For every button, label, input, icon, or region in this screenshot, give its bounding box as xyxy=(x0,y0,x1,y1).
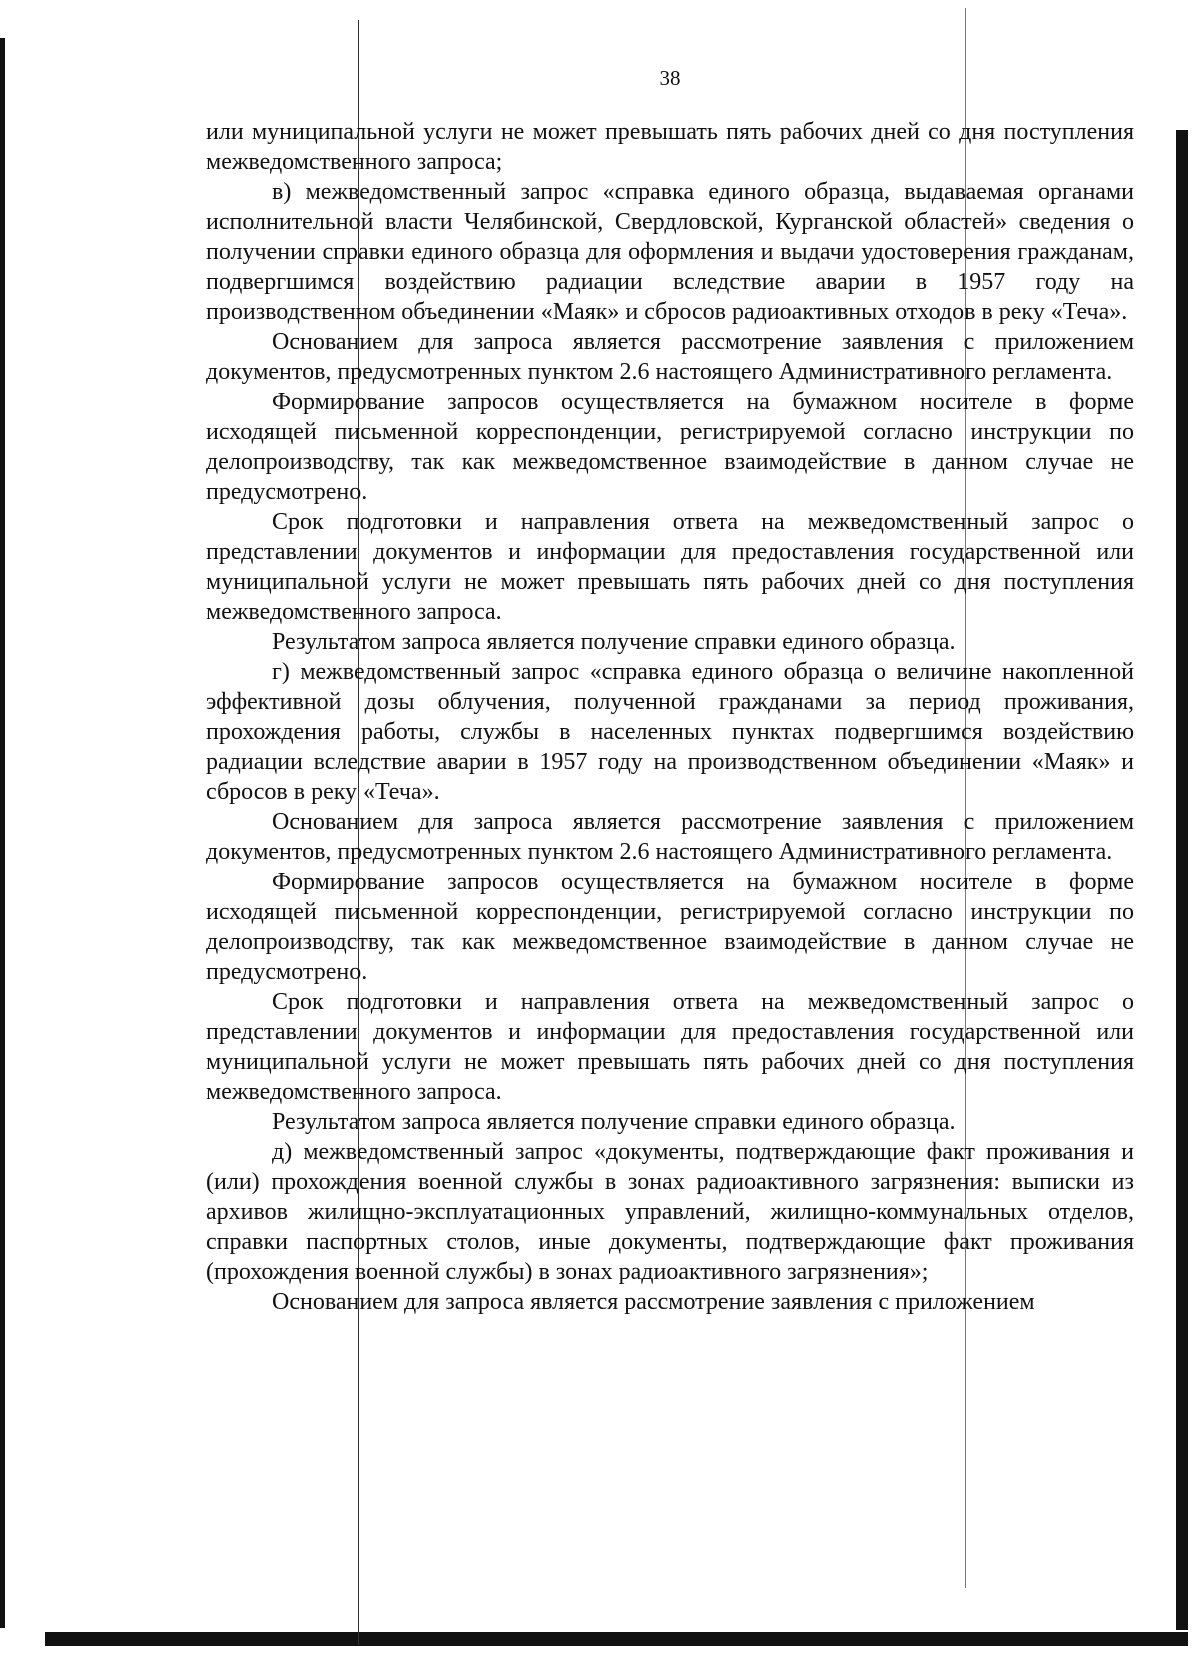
paragraph: Основанием для запроса является рассмотрение заявления с приложением документов, предусмотренных пунктом 2.6 настоящего Административного регламента. xyxy=(206,329,1134,385)
paragraph: Основанием для запроса является рассмотрение заявления с приложением xyxy=(272,1289,1035,1315)
paragraph: Срок подготовки и направления ответа на межведомственный запрос о представлении документов и информации для предоставления государственной или муниципальной услуги не может превышать пять рабочих дней со дня поступления межведомственного запроса. xyxy=(206,989,1134,1105)
paragraph: в) межведомственный запрос «справка единого образца, выдаваемая органами исполнительной власти Челябинской, Свердловской, Курганской областей» сведения о получении справки единого образца для оформления и выдачи удостоверения гражданам, подвергшимся воздействию радиации вследствие аварии в 1957 году на производственном объединении «Маяк» и сбросов радиоактивных отходов в реку «Теча». xyxy=(206,179,1134,325)
paragraph: или муниципальной услуги не может превышать пять рабочих дней со дня поступления межведомственного запроса; xyxy=(206,119,1134,175)
paragraph: Формирование запросов осуществляется на бумажном носителе в форме исходящей письменной корреспонденции, регистрируемой согласно инструкции по делопроизводству, так как межведомственное взаимодействие в данном случае не предусмотрено. xyxy=(206,869,1134,985)
scan-bottom-edge xyxy=(45,1632,1188,1646)
paragraph: Результатом запроса является получение справки единого образца. xyxy=(272,1109,956,1135)
paragraph: Основанием для запроса является рассмотрение заявления с приложением документов, предусмотренных пунктом 2.6 настоящего Административного регламента. xyxy=(206,809,1134,865)
paragraph: Формирование запросов осуществляется на бумажном носителе в форме исходящей письменной корреспонденции, регистрируемой согласно инструкции по делопроизводству, так как межведомственное взаимодействие в данном случае не предусмотрено. xyxy=(206,389,1134,505)
paragraph: Результатом запроса является получение справки единого образца. xyxy=(272,629,956,655)
paragraph: г) межведомственный запрос «справка единого образца о величине накопленной эффективной дозы облучения, полученной гражданами за период проживания, прохождения работы, службы в населенных пунктах подвергшимся воздействию радиации вследствие аварии в 1957 году на производственном объединении «Маяк» и сбросов в реку «Теча». xyxy=(206,659,1134,805)
scan-left-edge xyxy=(0,38,5,1628)
paragraph: д) межведомственный запрос «документы, подтверждающие факт проживания и (или) прохождения военной службы в зонах радиоактивного загрязнения: выписки из архивов жилищно-эксплуатационных управлений, жилищно-коммунальных отделов, справки паспортных столов, иные документы, подтверждающие факт проживания (прохождения военной службы) в зонах радиоактивного загрязнения»; xyxy=(206,1139,1134,1285)
page-number: 38 xyxy=(659,66,681,90)
document-body xyxy=(206,117,1134,1317)
scan-right-edge xyxy=(1176,130,1188,1630)
paragraph: Срок подготовки и направления ответа на межведомственный запрос о представлении документов и информации для предоставления государственной или муниципальной услуги не может превышать пять рабочих дней со дня поступления межведомственного запроса. xyxy=(206,509,1134,625)
